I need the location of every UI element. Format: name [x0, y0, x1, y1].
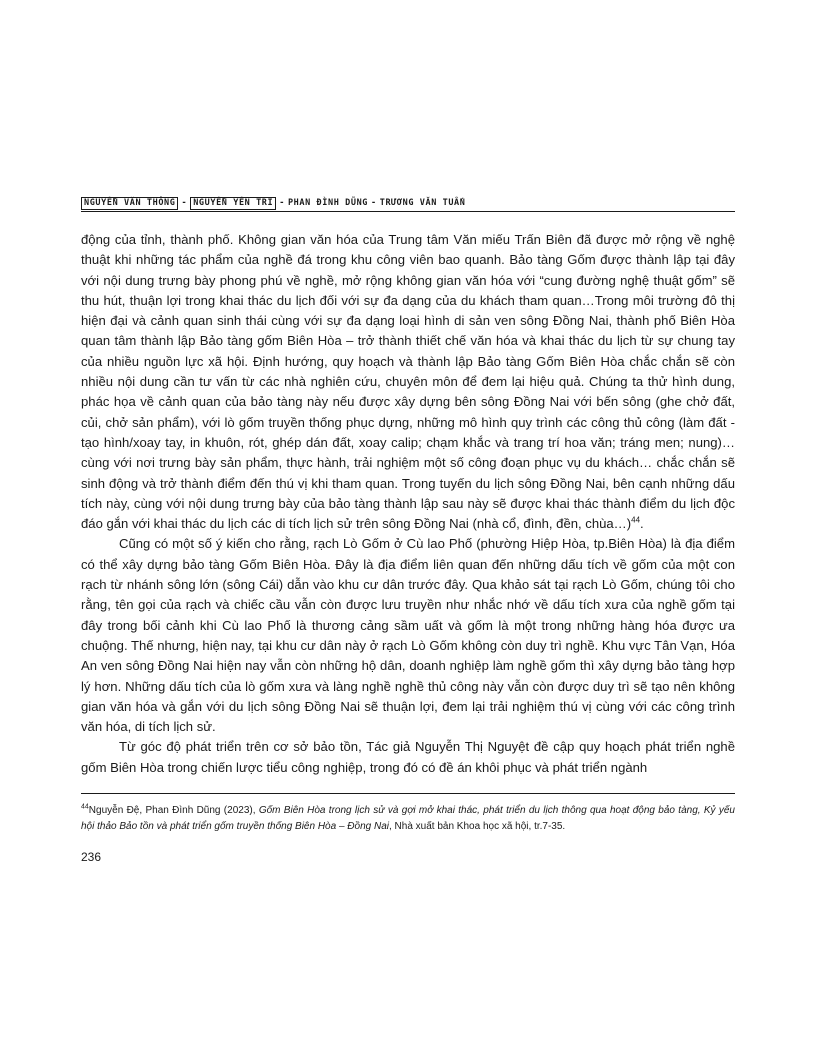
running-header — [81, 195, 735, 213]
footnote-title: Gốm Biên Hòa trong lịch sử và gợi mở khai thác, phát triển du lịch thông qua hoạt động bảo tàng, Kỷ yếu hội thảo Bảo tồn và phát triển gốm truyền thống Biên Hòa – Đồng Nai — [81, 805, 735, 832]
paragraph-text: Từ góc độ phát triển trên cơ sở bảo tồn, Tác giả Nguyễn Thị Nguyệt đề cập quy hoạch phát triển nghề gốm Biên Hòa trong chiến lược tiểu công nghiệp, trong đó có đề án khôi phục và phát triển ngành — [81, 739, 735, 775]
author-name: TRƯƠNG VĂN TUẤN — [379, 198, 466, 208]
footnote-publisher: , Nhà xuất bản Khoa học xã hội, tr.7-35. — [388, 821, 566, 832]
paragraph: động của tỉnh, thành phố. Không gian văn hóa của Trung tâm Văn miếu Trấn Biên đã được mở rộng về nghệ thuật khi những tác phẩm của nghề đá trong khu công viên bao quanh. Bảo tàng Gốm được thành lập tại đây với nội dung trưng bày phong phú về nghề, mở rộng không gian văn hóa với “cung đường nghệ thuật gốm” sẽ thu hút, thuận lợi trong khai thác du lịch đối với sự đa dạng của du khách tham quan…Trong môi trường đô thị hiện đại và cảnh quan sinh thái cùng với sự đa dạng loại hình di sản ven sông Đồng Nai, thành phố Biên Hòa quan tâm thành lập Bảo tàng gốm Biên Hòa – trở thành thiết chế văn hóa và khai thác du lịch từ sự chung tay của nhiều nguồn lực xã hội. Định hướng, quy hoạch và thành lập Bảo tàng Gốm Biên Hòa chắc chắn sẽ còn nhiều nội dung cần tư vấn từ các nhà nghiên cứu, chuyên môn để đem lại hiệu quả. Chúng ta thử hình dung, phác họa về cảnh quan của bảo tàng này nếu được xây dựng bên sông Đồng Nai với bến sông (ghe chở đất, củi, chở sản phẩm), với lò gốm truyền thống phục dựng, những mô hình quy trình các công thủ công (làm đất - tạo hình/xoay tay, in khuôn, rót, ghép dán đất, xoay calip; chạm khắc và trang trí hoa văn; tráng men; nung)… cùng với nơi trưng bày sản phẩm, thực hành, trải nghiệm một số công đoạn phục vụ du khách… chắc chắn sẽ sinh động và trở thành điểm đến thú vị khi tham quan. Trong tuyến du lịch sông Đồng Nai, bên cạnh những dấu tích này, cùng với nội dung trưng bày của bảo tàng thành lập sau này sẽ được khai thác thành điểm du lịch độc đáo gắn với khai thác du lịch các di tích lịch sử trên sông Đồng Nai (nhà cổ, đình, đền, chùa…)$^{44}$. — [81, 232, 735, 532]
body-text — [81, 230, 735, 778]
author-separator: - — [181, 198, 188, 208]
author-name-boxed: NGUYỄN YÊN TRI — [190, 197, 276, 210]
author-line — [81, 197, 466, 210]
footnote-divider — [81, 793, 735, 794]
header-divider — [81, 211, 735, 212]
footnote-reference[interactable]: 44 — [631, 515, 641, 525]
author-name-boxed: NGUYỄN VĂN THÔNG — [81, 197, 178, 210]
footnote — [81, 803, 735, 835]
author-name: PHAN ĐÌNH DŨNG — [287, 198, 369, 208]
paragraph — [81, 534, 735, 737]
footnote-author: Nguyễn Đệ, Phan Đình Dũng (2023), — [88, 805, 259, 816]
footnote-number: 44 — [81, 803, 89, 811]
paragraph — [81, 737, 735, 778]
paragraph-text: Cũng có một số ý kiến cho rằng, rạch Lò Gốm ở Cù lao Phố (phường Hiệp Hòa, tp.Biên Hòa) là địa điểm có thể xây dựng bảo tàng Gốm Biên Hòa. Đây là địa điểm liên quan đến những dấu tích về gốm của một con rạch từ nhánh sông lớn (sông Cái) dẫn vào khu cư dân trước đây. Qua khảo sát tại rạch Lò Gốm, chúng tôi cho rằng, tên gọi của rạch và chiếc cầu vẫn còn được lưu truyền như nhắc nhớ về dấu tích xưa của nghề gốm tại đây trong bối cảnh khi Cù lao Phố là thương cảng sầm uất và gốm là một trong những hàng hóa được ưa chuộng. Thế nhưng, hiện nay, tại khu cư dân này ở rạch Lò Gốm không còn duy trì nghề. Khu vực Tân Vạn, Hóa An ven sông Đồng Nai hiện nay vẫn còn những hộ dân, doanh nghiệp làm nghề gốm thì xây dựng bảo tàng hợp lý hơn. Những dấu tích của lò gốm xưa và làng nghề nghề thủ công này vẫn còn được duy trì sẽ tạo nên không gian văn hóa và gắn với du lịch sông Đồng Nai sẽ thuận lợi, đem lại trải nghiệm thú vị cùng với các công trình văn hóa, di tích lịch sử. — [81, 536, 735, 735]
paragraph-text: động của tỉnh, thành phố. Không gian văn hóa của Trung tâm Văn miếu Trấn Biên đã được mở rộng về nghệ thuật khi những tác phẩm của nghề đá trong khu công viên bao quanh. Bảo tàng Gốm được thành lập tại đây với nội dung trưng bày phong phú về nghề, mở rộng không gian văn hóa với “cung đường nghệ thuật gốm” sẽ thu hút, thuận lợi trong khai thác du lịch đối với sự đa dạng của du khách tham quan…Trong môi trường đô thị hiện đại và cảnh quan sinh thái cùng với sự đa dạng loại hình di sản ven sông Đồng Nai, thành phố Biên Hòa quan tâm thành lập Bảo tàng gốm Biên Hòa – trở thành thiết chế văn hóa và khai thác du lịch từ sự chung tay của nhiều nguồn lực xã hội. Định hướng, quy hoạch và thành lập Bảo tàng Gốm Biên Hòa chắc chắn sẽ còn nhiều nội dung cần tư vấn từ các nhà nghiên cứu, chuyên môn để đem lại hiệu quả. Chúng ta thử hình dung, phác họa về cảnh quan của bảo tàng này nếu được xây dựng bên sông Đồng Nai với bến sông (ghe chở đất, củi, chở sản phẩm), với lò gốm truyền thống phục dựng, những mô hình quy trình các công thủ công (làm đất - tạo hình/xoay tay, in khuôn, rót, ghép dán đất, xoay calip; chạm khắc và trang trí hoa văn; tráng men; nung)… cùng với nơi trưng bày sản phẩm, thực hành, trải nghiệm một số công đoạn phục vụ du khách… chắc chắn sẽ sinh động và trở thành điểm đến thú vị khi tham quan. Trong tuyến du lịch sông Đồng Nai, bên cạnh những dấu tích này, cùng với nội dung trưng bày của bảo tàng thành lập sau này sẽ được khai thác thành điểm du lịch độc đáo gắn với khai thác du lịch các di tích lịch sử trên sông Đồng Nai (nhà cổ, đình, đền, chùa…) — [81, 232, 735, 532]
author-separator: - — [371, 198, 377, 208]
page-number: 236 — [81, 850, 102, 864]
author-separator: - — [279, 198, 285, 208]
